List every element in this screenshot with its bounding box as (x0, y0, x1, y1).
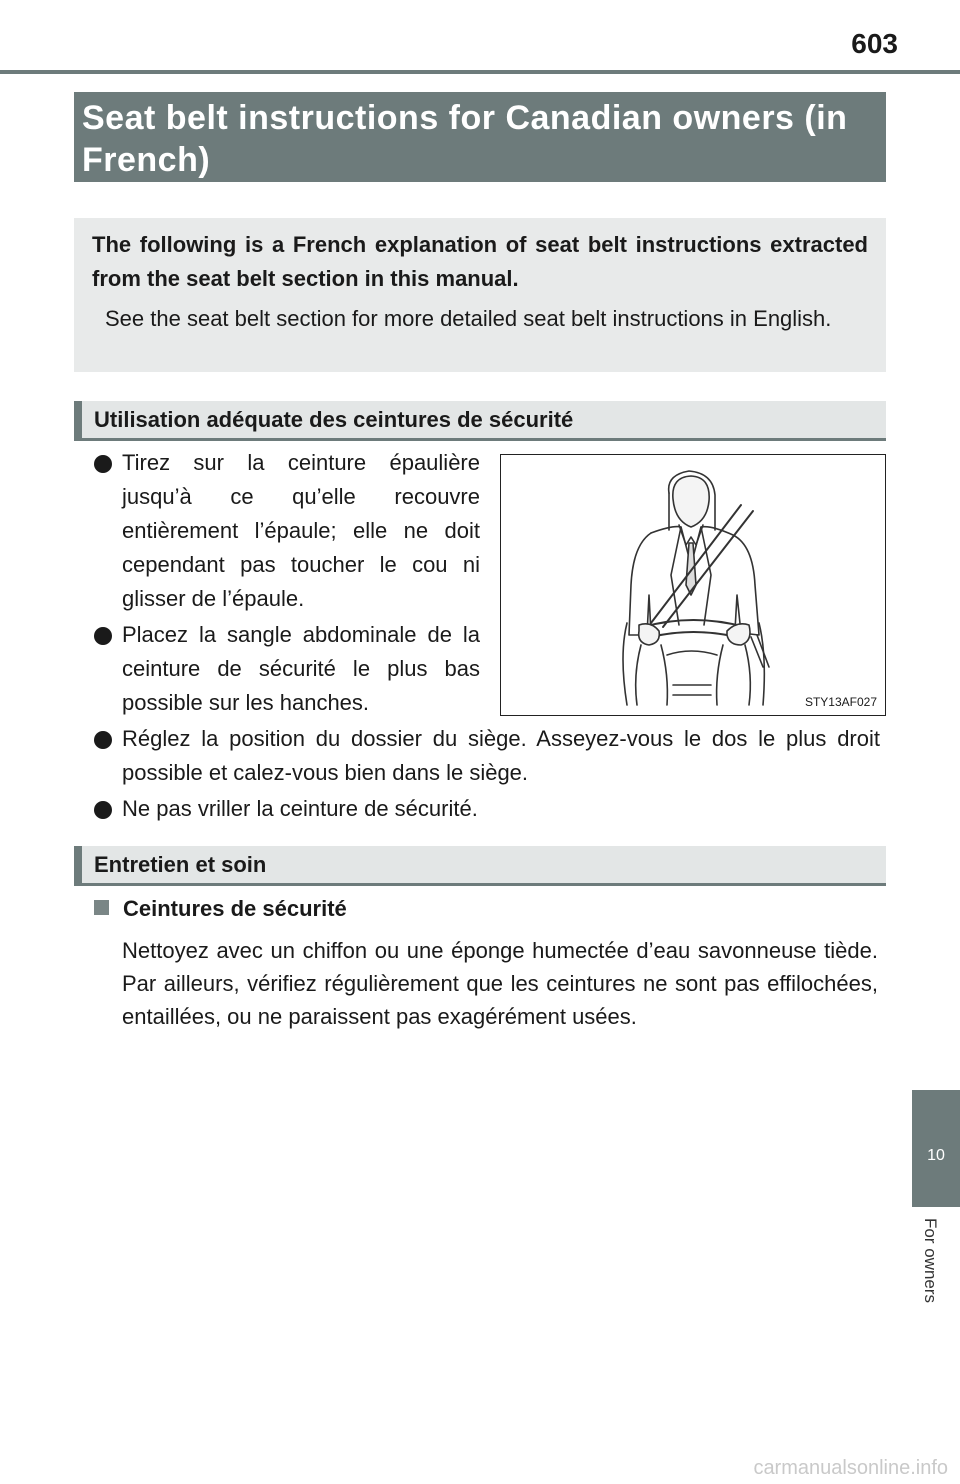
chapter-number: 10 (927, 1147, 945, 1164)
intro-note-text: See the seat belt section for more detailed seat belt instructions in English. (105, 306, 832, 331)
figure-code: STY13AF027 (804, 695, 877, 709)
bullet-item (94, 792, 880, 826)
bullet-dot-icon (94, 627, 112, 645)
bullet-text: Réglez la position du dossier du siège. Asseyez-vous le dos le plus droit possible et calez-vous bien dans le siège. (122, 726, 880, 785)
chapter-label: For owners (921, 1218, 940, 1304)
bullet-item (94, 446, 480, 616)
bullet-item (94, 618, 480, 720)
chapter-tab (912, 1090, 960, 1207)
page-number: 603 (851, 28, 898, 59)
seated-person-illustration (500, 454, 886, 716)
section-heading-care: Entretien et soin (74, 846, 886, 886)
watermark: carmanualsonline.info (753, 1457, 948, 1479)
intro-bold-text: The following is a French explanation of seat belt instructions extracted from the seat belt section in this manual. (92, 232, 868, 291)
bullet-text: Ne pas vriller la ceinture de sécurité. (122, 796, 478, 821)
bullet-text: Placez la sangle abdominale de la ceinture de sécurité le plus bas possible sur les hanches. (122, 622, 480, 715)
bullet-dot-icon (94, 731, 112, 749)
page-title: Seat belt instructions for Canadian owners (in French) (74, 92, 886, 182)
header-rule (0, 70, 960, 74)
bullet-dot-icon (94, 801, 112, 819)
bullet-dot-icon (94, 455, 112, 473)
bullet-text: Tirez sur la ceinture épaulière jusqu’à ce qu’elle recouvre entièrement l’épaule; elle ne doit cependant pas toucher le cou ni glisser de l’épaule. (122, 450, 480, 611)
bullet-item (94, 722, 880, 790)
section-heading-usage: Utilisation adéquate des ceintures de sécurité (74, 401, 886, 441)
care-paragraph: Nettoyez avec un chiffon ou une éponge humectée d’eau savonneuse tiède. Par ailleurs, vérifiez régulièrement que les ceintures ne sont pas effilochées, entaillées, ou ne paraissent pas exagérément usées. (122, 938, 878, 1029)
subsection-heading-text: Ceintures de sécurité (123, 896, 347, 921)
subsection-heading (94, 896, 347, 922)
seat-belt-figure-icon (501, 455, 884, 714)
intro-box (74, 218, 886, 372)
square-bullet-icon (94, 900, 109, 915)
